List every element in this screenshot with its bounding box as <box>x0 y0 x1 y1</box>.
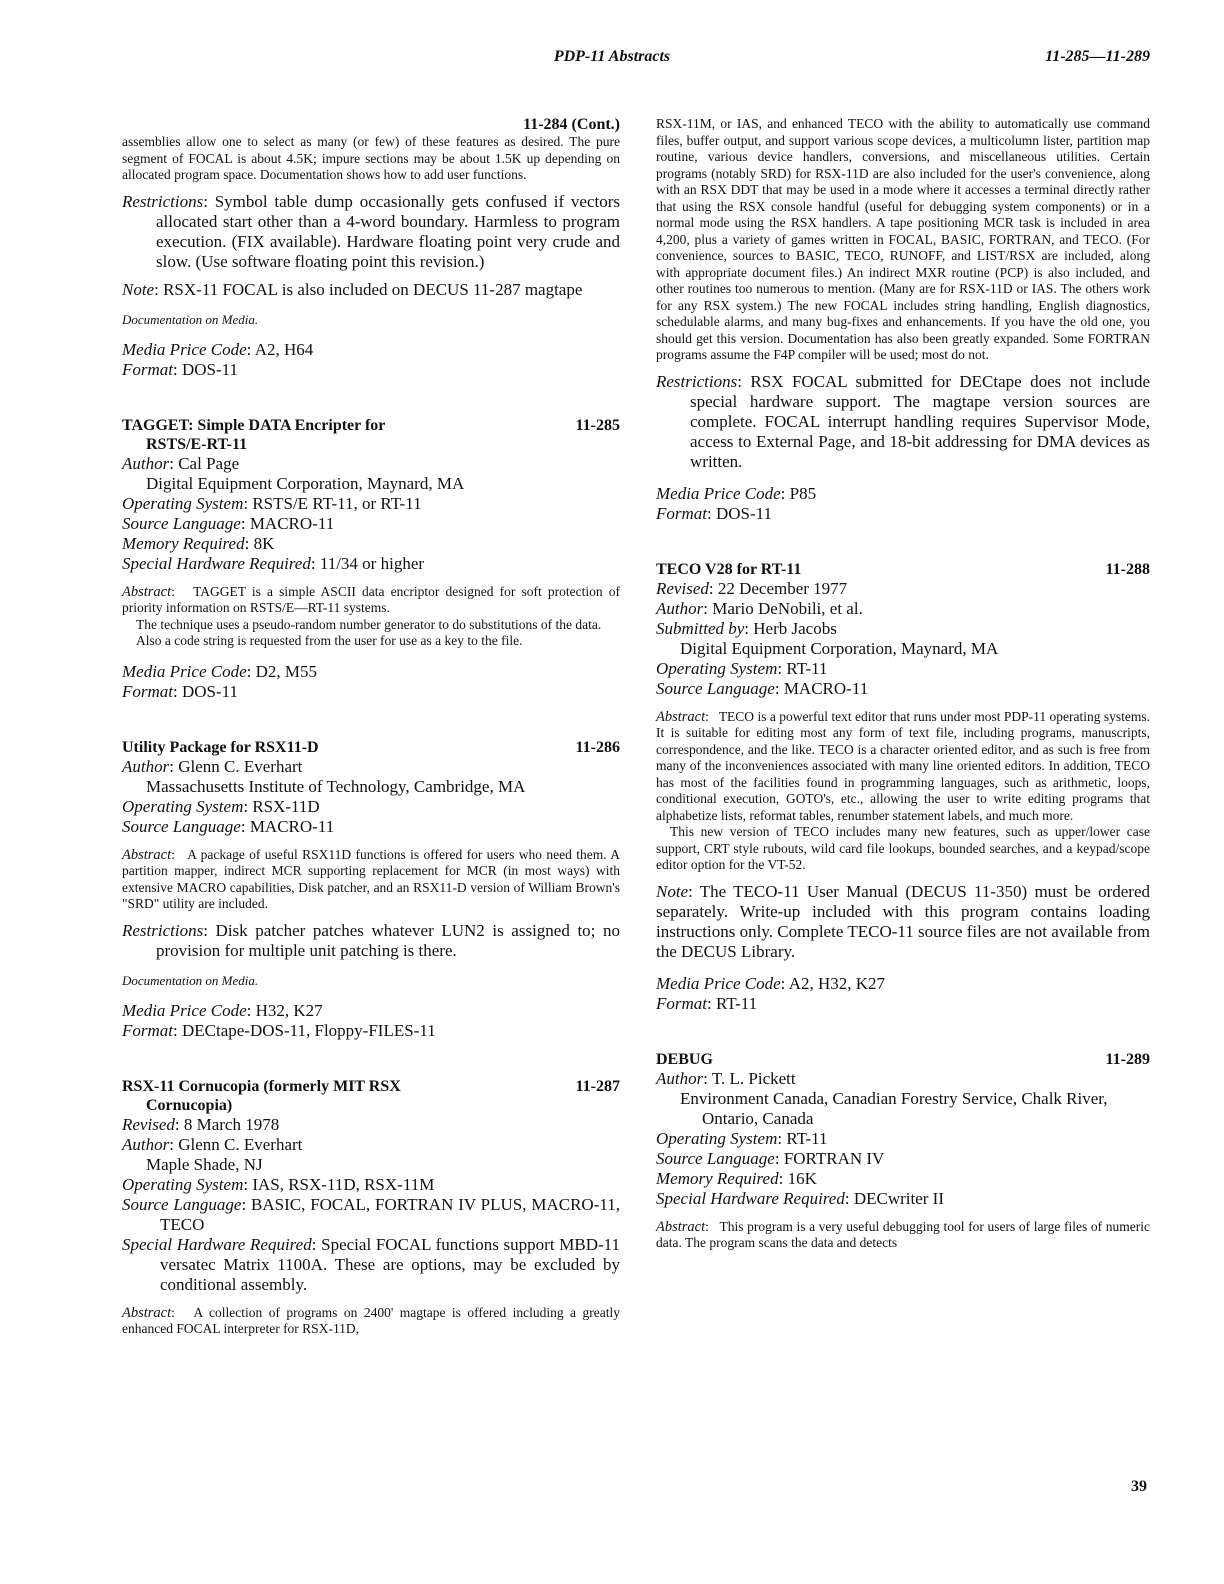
continued-text: assemblies allow one to select as many (or few) of these features as desired. The pure segment of FOCAL is about 4.5K; impure sections may be about 1.5K up depending on allocated program space. Documentation shows how to add user functions. <box>122 134 620 182</box>
e288-abstract: Abstract: TECO is a powerful text editor that runs under most PDP-11 operating systems. It is suitable for editing most any form of text file, including programs, manuscripts, correspondence, and the like. TECO is a character oriented editor, and as such is free from many of the inconveniences associated with many line oriented editors. In addition, TECO has most of the facilities found in programming languages, such as arithmetic, loops, conditional execution, GOTO's, etc., allowing the user to write editing programs that alphabetize lists, reformat tables, renumber statement labels, and much more. <box>656 708 1150 823</box>
entry-number-11-287: 11-287 <box>575 1077 620 1095</box>
e285-author: Author: Cal Page <box>122 453 240 473</box>
e285-lang: Source Language: MACRO-11 <box>122 513 335 533</box>
e287-format: Format: DOS-11 <box>656 503 773 523</box>
e287-lang: Source Language: BASIC, FOCAL, FORTRAN IV PLUS, MACRO-11, TECO <box>122 1194 620 1234</box>
entry-title-11-289: DEBUG 11-289 <box>656 1050 1150 1068</box>
entry-number-11-289: 11-289 <box>1105 1050 1150 1068</box>
e286-restrictions: Restrictions: Disk patcher patches whatever LUN2 is assigned to; no provision for multiple unit patching is there. <box>122 920 620 960</box>
entry-title-11-286: Utility Package for RSX11-D 11-286 <box>122 738 620 756</box>
e286-org: Massachusetts Institute of Technology, Cambridge, MA <box>146 776 526 796</box>
e289-os: Operating System: RT-11 <box>656 1128 828 1148</box>
entry-number-11-288: 11-288 <box>1105 560 1150 578</box>
e286-media: Media Price Code: H32, K27 <box>122 1000 323 1020</box>
e286-abstract: Abstract: A package of useful RSX11D functions is offered for users who need them. A partition mapper, indirect MCR supporting replacement for MCR (in most ways) with extensive MACRO capabilities, Disk patcher, and an RSX11-D version of William Brown's "SRD" utility are included. <box>122 846 620 911</box>
e288-revised: Revised: 22 December 1977 <box>656 578 848 598</box>
e286-author: Author: Glenn C. Everhart <box>122 756 303 776</box>
e289-org: Environment Canada, Canadian Forestry Service, Chalk River, Ontario, Canada <box>680 1088 1108 1128</box>
entry-title-11-288: TECO V28 for RT-11 11-288 <box>656 560 1150 578</box>
e287-abstract-continued: RSX-11M, or IAS, and enhanced TECO with the ability to automatically use command files, buffer output, and support various scope devices, a multicolumn lister, partition map routine, various device handlers, conversions, and miscellaneous utilities. Certain programs (notably SRD) for RSX-11D are also included for the user's convenience, along with an RSX DDT that may be used in a mode where it accesses a terminal directly rather that using the RSX console handful (useful for debugging system components) or in a normal mode using the RSX handlers. A tape positioning MCR task is included in area 4,200, plus a variety of games written in FOCAL, BASIC, FORTRAN, and TECO. (For convenience, sources to BASIC, TECO, RUNOFF, and LIST/RSX are included, along with appropriate document files.) An indirect MXR routine (PCP) is also included, and other routines too numerous to mention. (Many are for RSX-11D or IAS. The others work for any RSX system.) The new FOCAL includes string handling, English diagnostics, schedulable alarms, and many bug-fixes and enhancements. If you have the old one, you should get this version. Documentation has also been greatly expanded. Some FORTRAN programs assume the F4P compiler will be used; most do not. <box>656 116 1150 362</box>
e286-os: Operating System: RSX-11D <box>122 796 320 816</box>
running-header-range: 11-285—11-289 <box>1045 48 1150 65</box>
e288-abstract-p2: This new version of TECO includes many new features, such as upper/lower case support, CRT style rubouts, wild card file lookups, bounded searches, and a keypad/scope editor option for the VT-52. <box>656 824 1150 872</box>
e285-format: Format: DOS-11 <box>122 681 239 701</box>
e288-author: Author: Mario DeNobili, et al. <box>656 598 863 618</box>
e287-os: Operating System: IAS, RSX-11D, RSX-11M <box>122 1174 435 1194</box>
e287-media: Media Price Code: P85 <box>656 483 817 503</box>
e289-author: Author: T. L. Pickett <box>656 1068 796 1088</box>
e288-note: Note: The TECO-11 User Manual (DECUS 11-350) must be ordered separately. Write-up included with this program contains loading instructions only. Complete TECO-11 source files are not available from the DECUS Library. <box>656 881 1150 961</box>
e286-lang: Source Language: MACRO-11 <box>122 816 335 836</box>
entry-title-11-285: TAGGET: Simple DATA Encripter for RSTS/E-RT-11 11-285 <box>122 416 620 453</box>
continued-media: Media Price Code: A2, H64 <box>122 339 314 359</box>
entry-title-11-287: RSX-11 Cornucopia (formerly MIT RSX Cornucopia) 11-287 <box>122 1077 620 1114</box>
e289-abstract: Abstract: This program is a very useful debugging tool for users of large files of numeric data. The program scans the data and detects <box>656 1218 1150 1250</box>
e285-media: Media Price Code: D2, M55 <box>122 661 318 681</box>
e288-lang: Source Language: MACRO-11 <box>656 678 869 698</box>
left-column <box>122 116 620 1338</box>
e285-hw: Special Hardware Required: 11/34 or higher <box>122 553 425 573</box>
running-header-title: PDP-11 Abstracts <box>553 48 671 65</box>
page-number: 39 <box>1131 1478 1147 1495</box>
entry-number-11-285: 11-285 <box>575 416 620 434</box>
continued-note: Note: RSX-11 FOCAL is also included on DECUS 11-287 magtape <box>122 279 583 299</box>
right-column <box>656 116 1150 1252</box>
e287-hw: Special Hardware Required: Special FOCAL functions support MBD-11 versatec Matrix 1100A. These are options, may be excluded by conditional assembly. <box>122 1234 620 1294</box>
e288-os: Operating System: RT-11 <box>656 658 828 678</box>
e285-os: Operating System: RSTS/E RT-11, or RT-11 <box>122 493 422 513</box>
e286-format: Format: DECtape-DOS-11, Floppy-FILES-11 <box>122 1020 436 1040</box>
e285-org: Digital Equipment Corporation, Maynard, MA <box>146 473 465 493</box>
e287-org: Maple Shade, NJ <box>146 1154 263 1174</box>
e287-abstract: Abstract: A collection of programs on 2400' magtape is offered including a greatly enhanced FOCAL interpreter for RSX-11D, <box>122 1304 620 1336</box>
e288-org: Digital Equipment Corporation, Maynard, MA <box>680 638 999 658</box>
e289-mem: Memory Required: 16K <box>656 1168 817 1188</box>
entry-number-11-286: 11-286 <box>575 738 620 756</box>
e289-lang: Source Language: FORTRAN IV <box>656 1148 885 1168</box>
e285-mem: Memory Required: 8K <box>122 533 275 553</box>
continued-format: Format: DOS-11 <box>122 359 239 379</box>
e289-hw: Special Hardware Required: DECwriter II <box>656 1188 945 1208</box>
e285-abstract: Abstract: TAGGET is a simple ASCII data encriptor designed for soft protection of priority information on RSTS/E—RT-11 systems. <box>122 583 620 615</box>
e287-revised: Revised: 8 March 1978 <box>122 1114 280 1134</box>
e288-submitted: Submitted by: Herb Jacobs <box>656 618 837 638</box>
continued-restrictions: Restrictions: Symbol table dump occasionally gets confused if vectors allocated start other than a 4-word boundary. Harmless to program execution. (FIX available). Hardware floating point very crude and slow. (Use software floating point this revision.) <box>122 191 620 271</box>
continued-doc-note: Documentation on Media. <box>122 311 259 327</box>
e286-doc-note: Documentation on Media. <box>122 972 259 988</box>
e288-format: Format: RT-11 <box>656 993 758 1013</box>
e287-restrictions: Restrictions: RSX FOCAL submitted for DECtape does not include special hardware support. The magtape version sources are complete. FOCAL interrupt handling requires Supervisor Mode, access to External Page, and 18-bit addressing for DMA devices as written. <box>656 371 1150 471</box>
continued-heading: 11-284 (Cont.) <box>523 116 620 133</box>
e287-author: Author: Glenn C. Everhart <box>122 1134 303 1154</box>
e285-abstract-p3: Also a code string is requested from the user for use as a key to the file. <box>136 633 523 648</box>
e285-abstract-p2: The technique uses a pseudo-random number generator to do substitutions of the data. <box>136 616 602 632</box>
e288-media: Media Price Code: A2, H32, K27 <box>656 973 886 993</box>
